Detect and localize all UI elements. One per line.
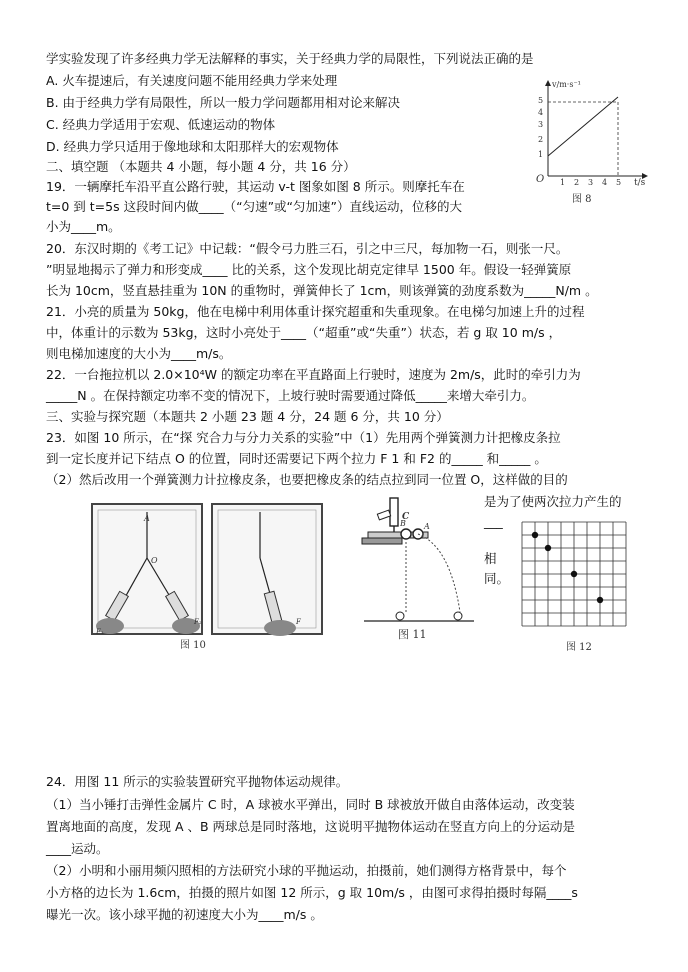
fig8-y-label: v/m·s⁻¹ (552, 80, 581, 89)
fig10-caption: 图 10 (180, 640, 206, 651)
fig8-ytick-2: 2 (538, 135, 544, 144)
q24-line-2: （1）当小锤打击弹性金属片 C 时，A 球被水平弹出，同时 B 球被放开做自由落体运动，改变装 (46, 797, 575, 812)
fig11-label-a: A (424, 522, 430, 531)
q23-word-1: 相 (484, 551, 497, 566)
q19-line-2: t=0 到 t=5s 这段时间内做____（“匀速”或“匀加速”）直线运动，位移的大 (46, 199, 462, 214)
ball-position (597, 597, 603, 603)
q23-line-3: （2）然后改用一个弹簧测力计拉橡皮条，也要把橡皮条的结点拉到同一位置 O，这样做的目的 (46, 472, 568, 487)
fig12-caption: 图 12 (566, 642, 592, 653)
fig10-label-f1: F₁ (96, 628, 104, 636)
q21-line-1: 21．小亮的质量为 50kg，他在电梯中利用体重计探究超重和失重现象。在电梯匀加速上升的过程 (46, 304, 585, 319)
figure-11-projectile-apparatus (358, 494, 478, 644)
fig10-label-a: A (144, 514, 150, 523)
q23-blank: ___ (484, 514, 503, 529)
q22-line-1: 22．一台拖拉机以 2.0×10⁴W 的额定功率在平直路面上行驶时，速度为 2m/s，此时的牵引力为 (46, 367, 581, 382)
q24-line-1: 24．用图 11 所示的实验装置研究平抛物体运动规律。 (46, 774, 349, 789)
fig8-ytick-1: 1 (538, 150, 544, 159)
figure-12-grid (520, 520, 640, 660)
q20-line-2: ”明显地揭示了弹力和形变成____ 比的关系，这个发现比胡克定律早 1500 年。假设一轻弹簧原 (46, 262, 572, 277)
fig8-caption: 图 8 (572, 194, 592, 205)
fig11-label-b: B (400, 519, 406, 528)
fig10-label-o: O (151, 556, 158, 565)
q22-line-2: _____N 。在保持额定功率不变的情况下，上坡行驶时需要通过降低_____来增大牵引力。 (46, 388, 535, 403)
q21-line-2: 中，体重计的示数为 53kg，这时小亮处于____（“超重”或“失重”）状态，若 g 取 10 m/s ， (46, 325, 562, 340)
figure-10-force-experiment (88, 500, 338, 650)
fig8-x-label: t/s (634, 178, 646, 188)
fig11-caption: 图 11 (398, 628, 427, 641)
fig8-ytick-3: 3 (538, 120, 544, 129)
q18-option-d: D. 经典力学只适用于像地球和太阳那样大的宏观物体 (46, 139, 339, 154)
fig10-label-f: F (296, 618, 301, 626)
section-fill-in-heading: 二、填空题 （本题共 4 小题，每小题 4 分，共 16 分） (46, 159, 356, 174)
fig8-ytick-5: 5 (538, 96, 544, 105)
fig8-xtick-2: 2 (574, 178, 580, 187)
figure-8-vt-graph (530, 80, 650, 205)
q18-option-c: C. 经典力学适用于宏观、低速运动的物体 (46, 117, 276, 132)
q24-line-5: （2）小明和小丽用频闪照相的方法研究小球的平抛运动，拍摄前，她们测得方格背景中，每个 (46, 863, 567, 878)
q19-line-3: 小为____m。 (46, 219, 121, 234)
q18-stem: 学实验发现了许多经典力学无法解释的事实，关于经典力学的局限性，下列说法正确的是 (46, 51, 534, 66)
q19-line-1: 19．一辆摩托车沿平直公路行驶，其运动 v-t 图象如图 8 所示。则摩托车在 (46, 179, 465, 194)
q18-option-a: A. 火车提速后，有关速度问题不能用经典力学来处理 (46, 73, 338, 88)
q18-option-b: B. 由于经典力学有局限性，所以一般力学问题都用相对论来解决 (46, 95, 401, 110)
fig8-origin: O (536, 174, 545, 185)
q24-line-4: ____运动。 (46, 841, 109, 856)
q20-line-1: 20．东汉时期的《考工记》中记载：“假令弓力胜三石，引之中三尺，每加物一石，则张一尺。 (46, 241, 569, 256)
fig8-xtick-4: 4 (602, 178, 608, 187)
ball-position (545, 545, 551, 551)
fig8-xtick-3: 3 (588, 178, 594, 187)
q20-line-3: 长为 10cm，竖直悬挂重为 10N 的重物时，弹簧伸长了 1cm，则该弹簧的劲度系数为_____N/m 。 (46, 283, 598, 298)
q24-line-7: 曝光一次。该小球平抛的初速度大小为____m/s 。 (46, 907, 323, 922)
ball-position (571, 571, 577, 577)
fig10-label-f2: F₂ (194, 618, 202, 626)
ball-position (532, 532, 538, 538)
fig8-ytick-4: 4 (538, 108, 544, 117)
fig8-xtick-5: 5 (616, 178, 622, 187)
q23-word-2: 同。 (484, 571, 510, 586)
section-experiment-heading: 三、实验与探究题（本题共 2 小题 23 题 4 分，24 题 6 分，共 10 分） (46, 409, 449, 424)
q24-line-3: 置离地面的高度，发现 A 、B 两球总是同时落地，这说明平抛物体运动在竖直方向上的分运动是 (46, 819, 576, 834)
fig11-label-c: C (402, 512, 410, 522)
q23-line-2: 到一定长度并记下结点 O 的位置，同时还需要记下两个拉力 F 1 和 F2 的_____ 和_____ 。 (46, 451, 547, 466)
q24-line-6: 小方格的边长为 1.6cm，拍摄的照片如图 12 所示，g 取 10m/s ，由图可求得拍摄时每隔____s (46, 885, 578, 900)
q23-line-1: 23．如图 10 所示，在“探 究合力与分力关系的实验”中（1）先用两个弹簧测力计把橡皮条拉 (46, 430, 561, 445)
fig8-xtick-1: 1 (560, 178, 566, 187)
q21-line-3: 则电梯加速度的大小为____m/s。 (46, 346, 232, 361)
q23-line-4: 是为了使两次拉力产生的 (484, 494, 622, 509)
